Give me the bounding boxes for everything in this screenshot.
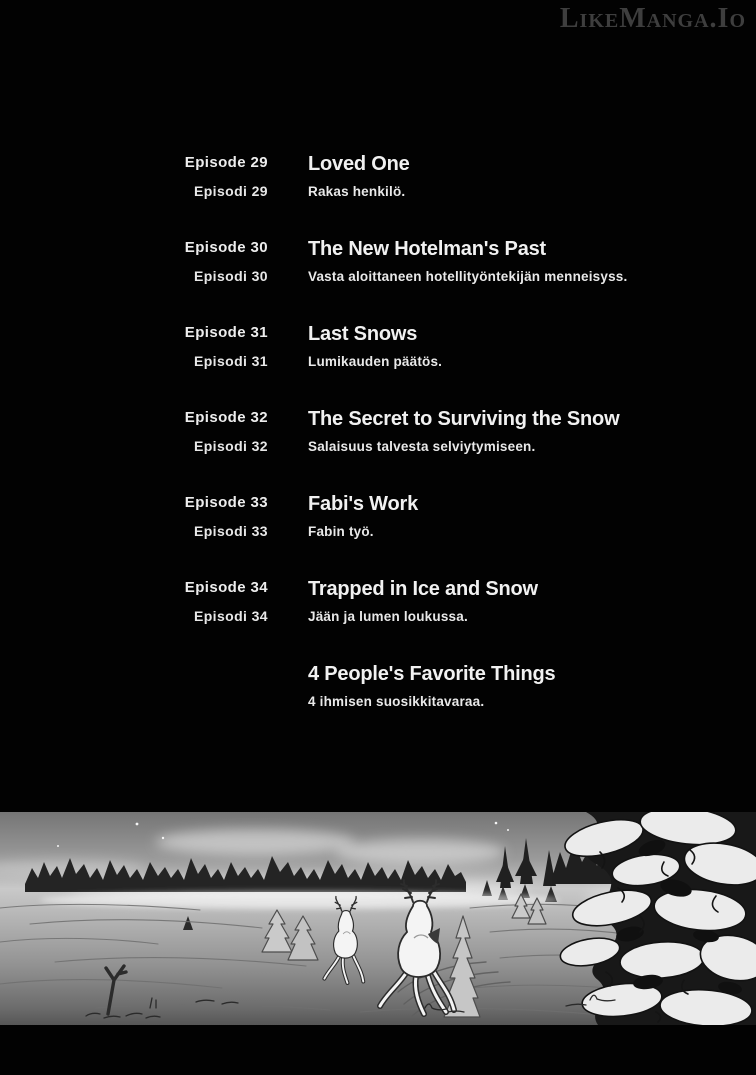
toc-entry-bonus [0,658,756,743]
toc-entry-episode-30 [0,233,756,318]
episode-label [0,238,268,318]
episode-subtitle: 4 ihmisen suosikkitavaraa. [308,694,485,709]
episode-label-fi: Episodi 33 [193,523,268,539]
episode-label [0,408,268,488]
episode-title: Trapped in Ice and Snow [308,578,538,600]
episode-title: 4 People's Favorite Things [308,663,556,685]
episode-label [0,153,268,233]
episode-label [0,493,268,573]
toc-entry-episode-31 [0,318,756,403]
toc-entry-episode-29 [0,148,756,233]
episode-subtitle: Jään ja lumen loukussa. [308,609,468,624]
episode-title: Loved One [308,153,410,175]
episode-label [0,663,268,743]
episode-titles [308,578,756,658]
episode-subtitle: Rakas henkilö. [308,184,406,199]
episode-subtitle: Lumikauden päätös. [308,354,443,369]
episode-subtitle: Salaisuus talvesta selviytymiseen. [308,439,536,454]
episode-title: The New Hotelman's Past [308,238,546,260]
table-of-contents [0,148,756,743]
horizon-snow-glow [40,891,560,909]
episode-label-en: Episode 31 [184,324,268,341]
episode-titles [308,153,756,233]
episode-label [0,323,268,403]
episode-title: Fabi's Work [308,493,418,515]
episode-label-fi: Episodi 30 [193,268,268,284]
episode-titles [308,238,756,318]
episode-subtitle: Fabin työ. [308,524,374,539]
episode-titles [308,493,756,573]
episode-title: Last Snows [308,323,418,345]
episode-titles [308,408,756,488]
episode-label-fi: Episodi 29 [193,183,268,199]
episode-label-en: Episode 33 [184,494,268,511]
site-logo: LikeManga.Io [559,3,746,34]
episode-label-fi: Episodi 32 [193,438,268,454]
episode-label-en: Episode 30 [184,239,268,256]
episode-label-en: Episode 34 [184,579,268,596]
episode-label-fi: Episodi 31 [193,353,268,369]
toc-entry-episode-32 [0,403,756,488]
episode-label-en: Episode 29 [184,154,268,171]
toc-entry-episode-33 [0,488,756,573]
winter-landscape-drawing [0,812,756,1025]
episode-label-en: Episode 32 [184,409,268,426]
episode-titles [308,323,756,403]
episode-label-fi: Episodi 34 [193,608,268,624]
winter-landscape-panel [0,812,756,1025]
episode-label [0,578,268,658]
episode-titles [308,663,756,743]
toc-entry-episode-34 [0,573,756,658]
episode-subtitle: Vasta aloittaneen hotellityöntekijän menneisyss. [308,269,628,284]
episode-title: The Secret to Surviving the Snow [308,408,620,430]
